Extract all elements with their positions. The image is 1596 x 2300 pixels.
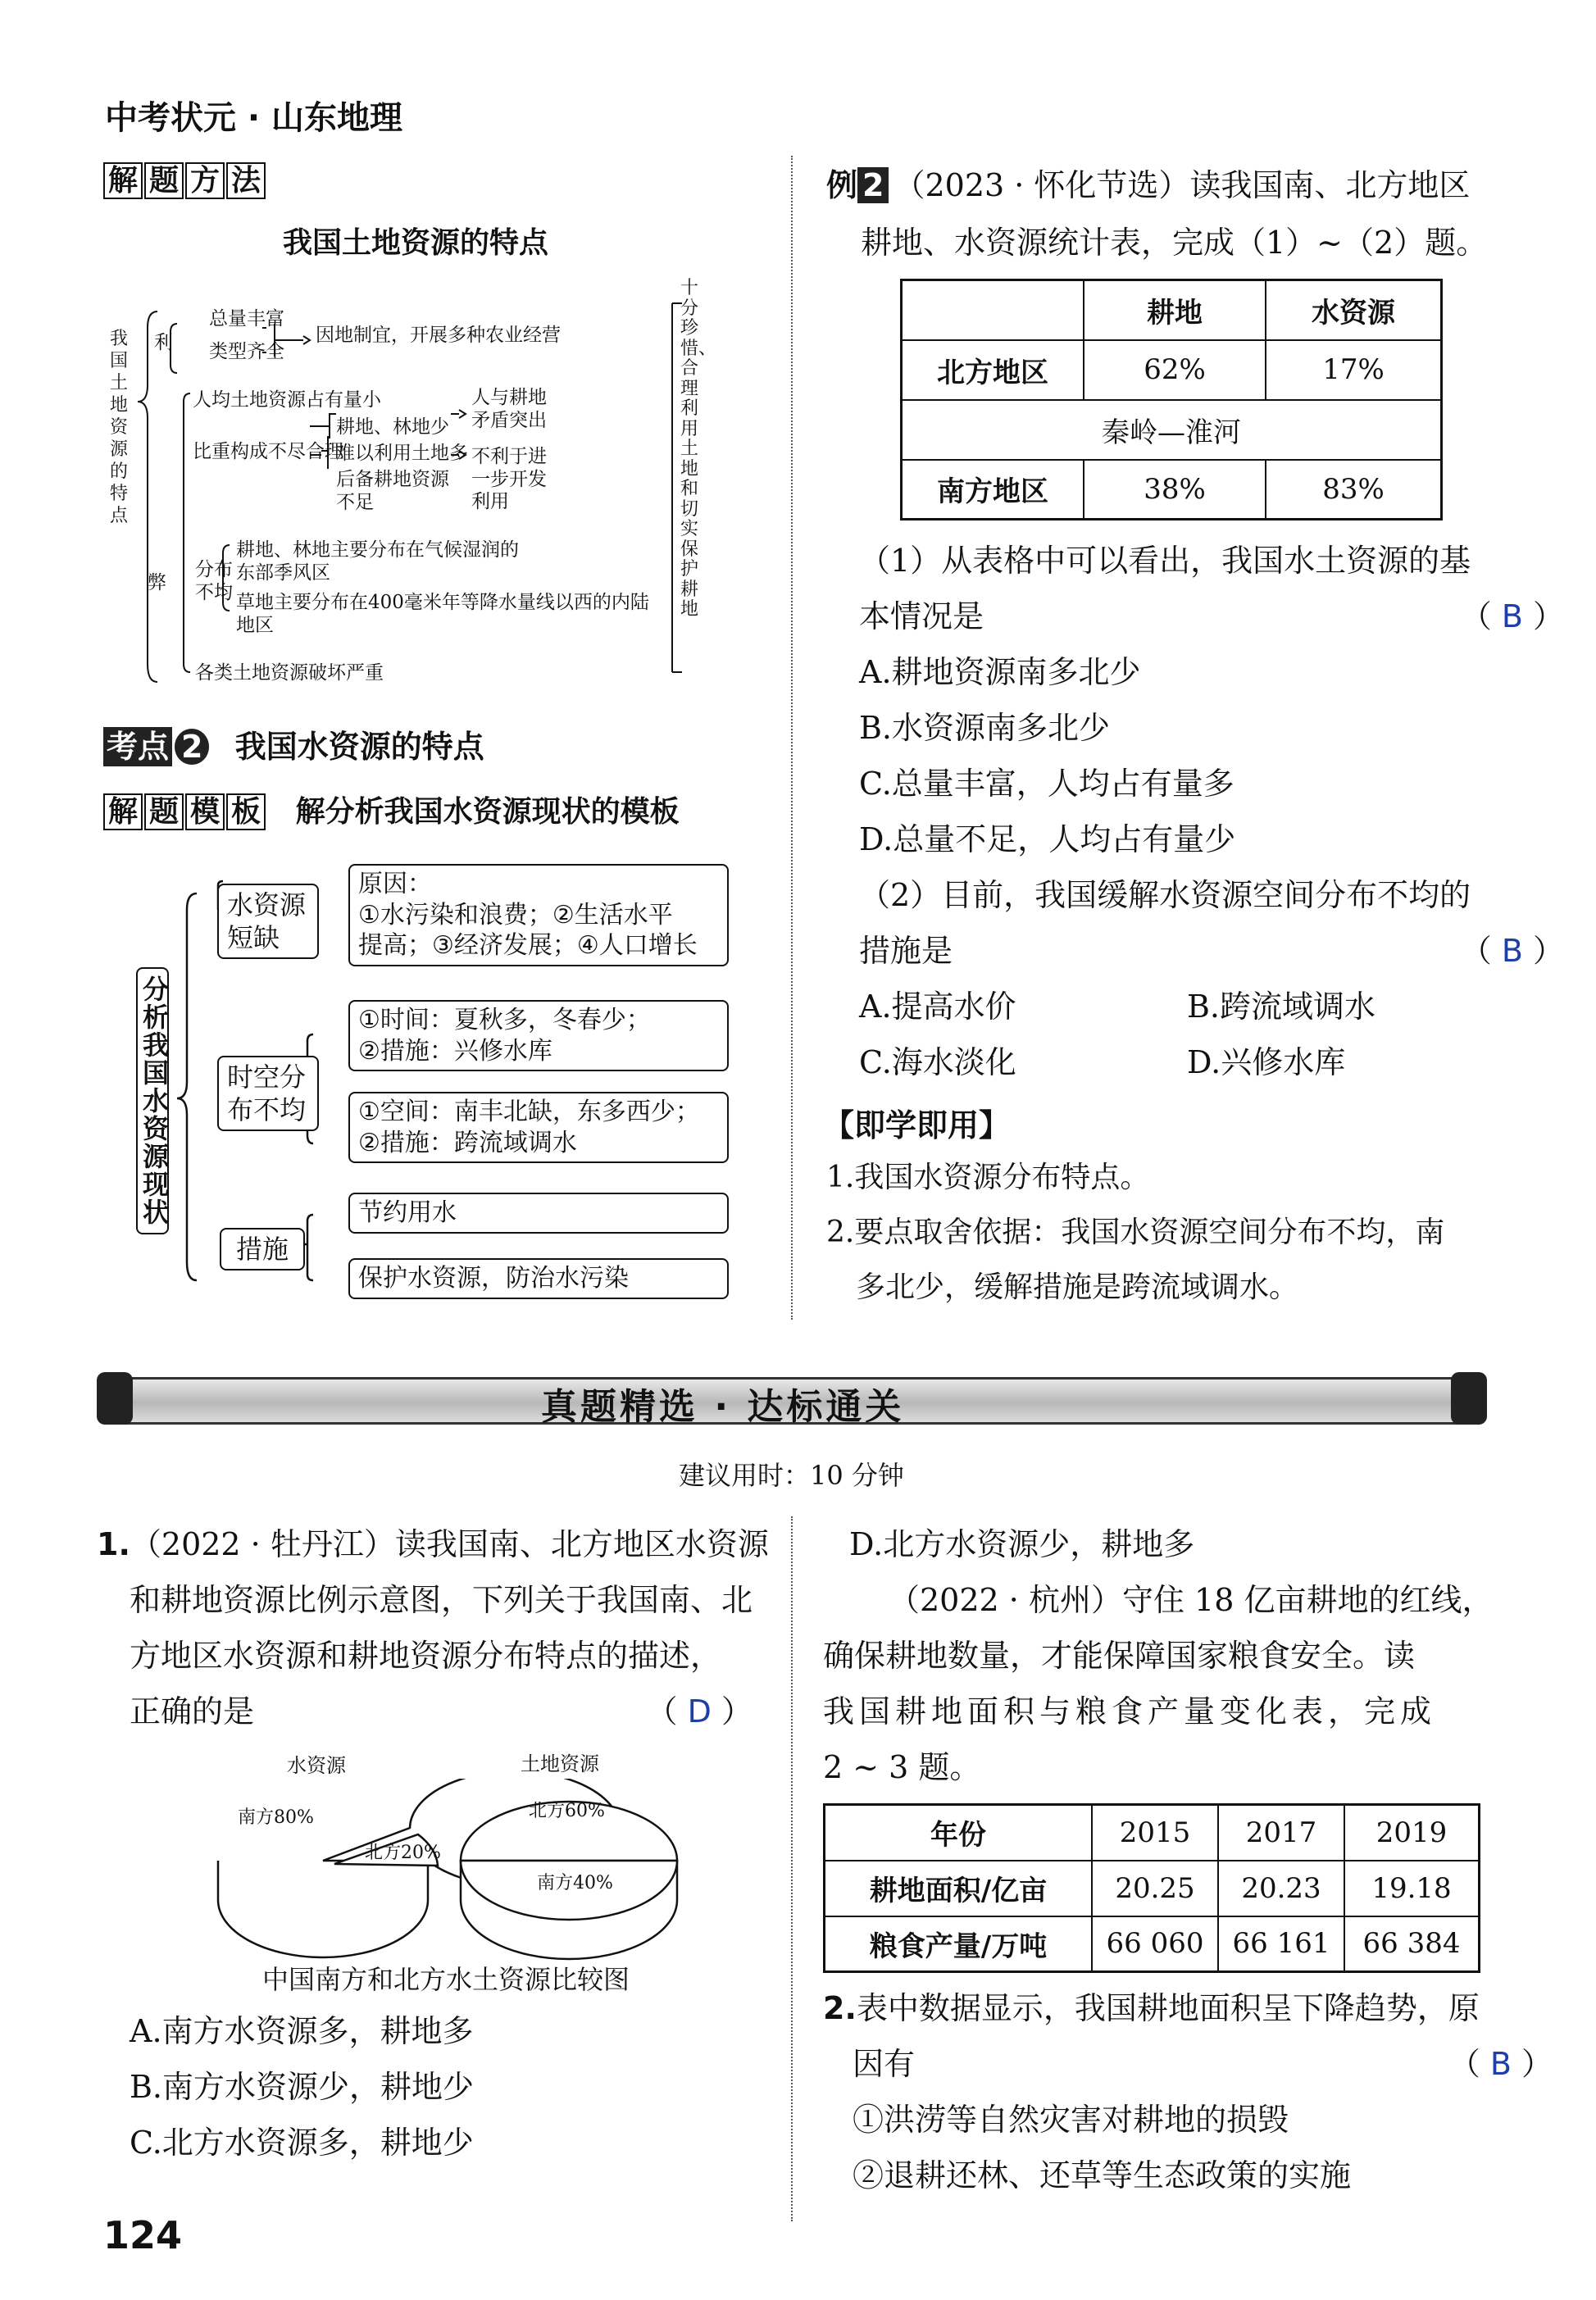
table-cell: 粮食产量/万吨: [825, 1916, 1093, 1972]
q2-option: B.跨流域调水: [1187, 989, 1376, 1025]
template-heading: [103, 789, 680, 830]
q1-stem: （1）从表格中可以看出，我国水土资源的基 本情况是 （ B ） A.耕地资源南多北少 B.水资源南多北少 C.总量丰富，人均占有量多 D.总量不足，人均占有量少 （2）目前，我国缓解水资源空间分布不均的 措施是 （ B ） A.提高水价 B.跨流域调水 C.海水淡化 D.兴修水库: [859, 533, 1580, 1090]
jixue-text: 1.我国水资源分布特点。 2.要点取舍依据：我国水资源空间分布不均，南 多北少，缓解措施是跨流域调水。: [826, 1161, 1445, 1304]
table-cell: 耕地: [1084, 280, 1266, 340]
example-label: 例: [826, 167, 858, 203]
example-table: [900, 279, 1443, 520]
bi-label: 弊: [148, 572, 166, 593]
farmland-table-row: [825, 1916, 1480, 1972]
water-measure-item: 节约用水: [348, 1193, 729, 1234]
kaodian-title: 我国水资源的特点: [234, 729, 484, 765]
table-cell: [902, 280, 1084, 340]
table-cell: 水资源: [1266, 280, 1442, 340]
q1-option-d: D.北方水资源少，耕地多: [849, 1526, 1195, 1562]
template-title: 解分析我国水资源现状的模板: [295, 795, 680, 829]
water-branch-measures: 措施: [220, 1228, 305, 1270]
pie-land-label: 北方60%: [529, 1801, 605, 1821]
bottom-column-divider: [791, 1516, 793, 2221]
table-cell: 2017: [1218, 1805, 1344, 1861]
template-label-char: 板: [226, 793, 266, 830]
method-label-char: 解: [103, 162, 143, 199]
water-time-box: ①时间：夏秋多，冬春少； ②措施：兴修水库: [348, 1000, 729, 1071]
pie-land-title: 土地资源: [521, 1752, 599, 1775]
q1-answer: B: [1501, 598, 1523, 634]
example-num: 2: [857, 167, 889, 203]
example-table-divider: [902, 400, 1442, 460]
q2-bottom-answer: B: [1489, 2046, 1512, 2082]
bi-sub-item: 耕地、林地少: [336, 416, 449, 438]
table-cell: 耕地面积/亿亩: [825, 1861, 1093, 1916]
pie-water-label: 北方20%: [365, 1843, 441, 1863]
kaodian-heading: [103, 721, 484, 766]
q1-option: D.总量不足，人均占有量少: [859, 821, 1236, 857]
farmland-table-row: [825, 1861, 1480, 1916]
q1-option: B.水资源南多北少: [859, 710, 1111, 746]
farmland-table: [823, 1803, 1480, 1973]
example-table-header: [902, 280, 1442, 340]
q2-bottom-answer-bracket: （ B ）: [1448, 2046, 1553, 2082]
q1-bottom-stem: 1.（2022 · 牡丹江）读我国南、北方地区水资源 和耕地资源比例示意图，下列关于我国南、北 方地区水资源和耕地资源分布特点的描述， 正确的是 （ D ）: [97, 1516, 769, 1739]
page-number: 124: [103, 2213, 183, 2257]
book-title: 中考状元 · 山东地理: [105, 99, 403, 137]
q2-option: A.提高水价: [859, 989, 1016, 1025]
q1-option: A.耕地资源南多北少: [859, 654, 1141, 690]
example-table-row: [902, 340, 1442, 400]
li-result: 因地制宜，开展多种农业经营: [316, 325, 561, 346]
bi-sub-item: 后备耕地资源不足: [336, 469, 449, 513]
land-right-bar: 十分珍惜、合理利用土地和切实保护耕地: [680, 278, 717, 620]
bi-sub-item: 难以利用土地多: [336, 443, 468, 464]
template-label-char: 模: [185, 793, 225, 830]
pie-land-label: 南方40%: [537, 1873, 613, 1893]
q1-bottom-option: B.南方水资源少，耕地少: [130, 2069, 475, 2105]
table-cell: 66 161: [1218, 1916, 1344, 1972]
table-cell: 20.23: [1218, 1861, 1344, 1916]
water-root: 分析我国水资源现状: [136, 967, 169, 1234]
water-measure-item: 保护水资源，防治水污染: [348, 1258, 729, 1299]
kaodian-num: 2: [175, 729, 209, 765]
q2-answer-bracket: （ B ）: [1460, 933, 1564, 969]
table-cell: 20.25: [1092, 1861, 1218, 1916]
bi-result-b: 不利于进 一步开发 利用: [471, 446, 547, 513]
land-section-title: 我国土地资源的特点: [283, 226, 549, 260]
method-label-char: 法: [226, 162, 266, 199]
table-cell: 66 384: [1344, 1916, 1480, 1972]
example-text: （2023 · 怀化节选）读我国南、北方地区: [893, 167, 1471, 203]
example-table-row: [902, 460, 1442, 520]
water-shortage-reasons: 原因： ①水污染和浪费；②生活水平 提高；③经济发展；④人口增长: [348, 864, 729, 966]
method-label: [103, 162, 267, 199]
water-tree-diagram: [131, 861, 738, 1320]
bi-item: 比重构成不尽合理: [193, 441, 343, 462]
li-item: 类型齐全: [209, 341, 284, 362]
q1-answer-bracket: （ B ）: [1460, 598, 1564, 634]
suggest-time: 建议用时：10 分钟: [679, 1460, 904, 1491]
table-cell: 19.18: [1344, 1861, 1480, 1916]
table-cell: 年份: [825, 1805, 1093, 1861]
q2-bottom-item: ②退耕还林、还草等生态政策的实施: [853, 2157, 1352, 2193]
farmland-table-header: [825, 1805, 1480, 1861]
template-label-char: 解: [103, 793, 143, 830]
banner-title: 真题精选 · 达标通关: [541, 1386, 905, 1428]
li-label: 利: [154, 332, 173, 353]
water-branch-shortage: 水资源短缺: [217, 884, 319, 959]
land-root: 我国土地资源的特点: [110, 329, 129, 526]
method-label-char: 方: [185, 162, 225, 199]
bi-result-a: 人与耕地 矛盾突出: [471, 387, 547, 431]
bi-fenbu-item: 草地主要分布在400毫米年等降水量线以西的内陆地区: [236, 592, 649, 636]
bi-fenbu: 分布 不均: [195, 559, 233, 603]
table-cell: 2019: [1344, 1805, 1480, 1861]
table-cell: 2015: [1092, 1805, 1218, 1861]
q2-bottom-item: ①洪涝等自然灾害对耕地的损毁: [853, 2102, 1289, 2138]
banner-left-knob: [97, 1372, 133, 1425]
q1-bottom-option: C.北方水资源多，耕地少: [130, 2125, 474, 2161]
pie-water-title: 水资源: [287, 1754, 346, 1777]
q2-bottom-stem: 2.表中数据显示，我国耕地面积呈下降趋势，原 因有 （ B ） ①洪涝等自然灾害对耕地的损毁 ②退耕还林、还草等生态政策的实施: [823, 1980, 1569, 2203]
bi-item: 人均土地资源占有量小: [193, 389, 381, 411]
q2-option: D.兴修水库: [1187, 1044, 1346, 1080]
example-heading: [826, 157, 1564, 213]
q2-option: C.海水淡化: [859, 1044, 1016, 1080]
table-cell: 南方地区: [902, 460, 1084, 520]
table-cell: 秦岭—淮河: [902, 400, 1442, 460]
table-cell: 83%: [1266, 460, 1442, 520]
template-label-char: 题: [144, 793, 184, 830]
li-item: 总量丰富: [209, 308, 284, 330]
q1-bottom-option: A.南方水资源多，耕地多: [130, 2013, 474, 2049]
kaodian-label: 考点: [103, 727, 172, 766]
intro-text: （2022 · 杭州）守住 18 亿亩耕地的红线， 确保耕地数量，才能保障国家粮食安全。读 我国耕地面积与粮食产量变化表，完成 2 ~ 3 题。: [823, 1582, 1494, 1785]
pie-figure: [205, 1738, 697, 1984]
q1-bottom-answer: D: [687, 1693, 712, 1730]
land-tree-diagram: [98, 278, 717, 689]
q1-bottom-options: [130, 2003, 474, 2170]
jixue-title: 【即学即用】: [823, 1107, 1011, 1143]
bi-fenbu-item: 耕地、林地主要分布在气候湿润的东部季风区: [236, 539, 519, 584]
water-branch-uneven: 时空分布不均: [217, 1056, 319, 1131]
pie-caption: 中国南方和北方水土资源比较图: [262, 1964, 630, 1995]
table-cell: 62%: [1084, 340, 1266, 400]
example-text-line2: 耕地、水资源统计表，完成（1）~（2）题。: [861, 225, 1488, 261]
column-divider: [791, 156, 793, 1320]
table-cell: 17%: [1266, 340, 1442, 400]
pie-water-label: 南方80%: [238, 1807, 314, 1828]
banner-right-knob: [1451, 1372, 1487, 1425]
table-cell: 38%: [1084, 460, 1266, 520]
q1-option: C.总量丰富，人均占有量多: [859, 766, 1235, 802]
table-cell: 66 060: [1092, 1916, 1218, 1972]
q2-answer: B: [1501, 933, 1523, 969]
bi-item: 各类土地资源破坏严重: [195, 662, 384, 684]
water-space-box: ①空间：南丰北缺，东多西少； ②措施：跨流域调水: [348, 1092, 729, 1163]
method-label-char: 题: [144, 162, 184, 199]
q1-bottom-answer-bracket: （ D ）: [646, 1693, 753, 1730]
table-cell: 北方地区: [902, 340, 1084, 400]
pie-water-side: [218, 1861, 428, 1957]
